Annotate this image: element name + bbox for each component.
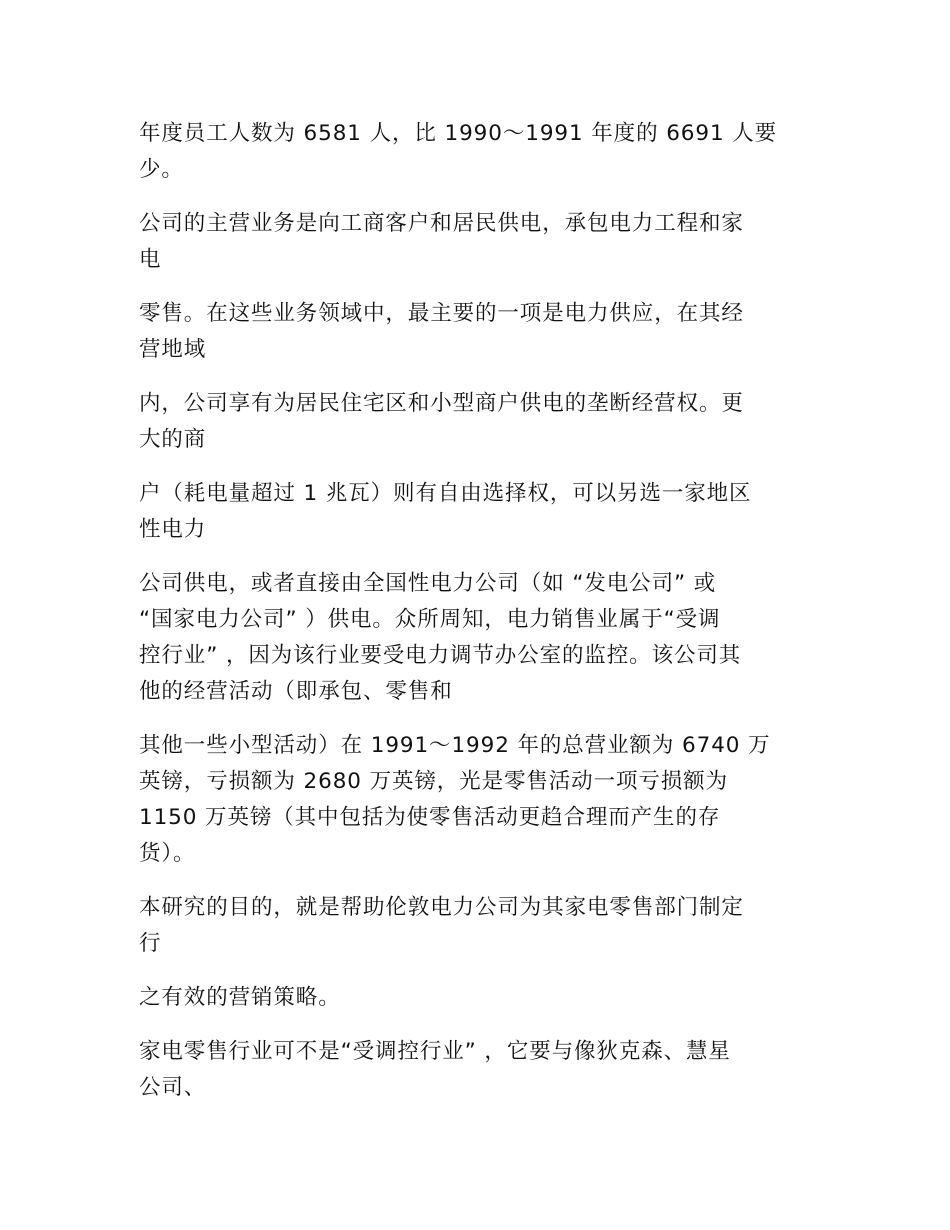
paragraph xyxy=(139,980,811,1016)
text-line: 家电零售行业可不是“受调控行业” ，它要与像狄克森、慧星 xyxy=(139,1039,731,1064)
text-line: 户（耗电量超过 1 兆瓦）则有自由选择权，可以另选一家地区 xyxy=(139,481,752,506)
text-line: 控行业” ，因为该行业要受电力调节办公室的监控。该公司其 xyxy=(139,643,742,668)
text-line: 性电力 xyxy=(139,517,207,542)
paragraph xyxy=(139,890,811,962)
text-line: 营地域 xyxy=(139,337,207,362)
text-line: 公司、 xyxy=(139,1075,207,1100)
text-line: 零售。在这些业务领域中，最主要的一项是电力供应，在其经 xyxy=(139,301,744,326)
paragraph xyxy=(139,566,811,710)
text-line: 本研究的目的，就是帮助伦敦电力公司为其家电零售部门制定 xyxy=(139,895,744,920)
text-line: 其他一些小型活动）在 1991～1992 年的总营业额为 6740 万 xyxy=(139,733,771,758)
text-line: 内，公司享有为居民住宅区和小型商户供电的垄断经营权。更 xyxy=(139,391,744,416)
text-line: 少。 xyxy=(139,157,184,182)
text-line: 公司供电，或者直接由全国性电力公司（如 “发电公司” 或 xyxy=(139,571,717,596)
paragraph xyxy=(139,386,811,458)
paragraph xyxy=(139,476,811,548)
paragraph xyxy=(139,1034,811,1106)
paragraph xyxy=(139,296,811,368)
text-line: 公司的主营业务是向工商客户和居民供电，承包电力工程和家 xyxy=(139,211,744,236)
text-line: 之有效的营销策略。 xyxy=(139,985,341,1010)
paragraph xyxy=(139,728,811,872)
text-line: 英镑，亏损额为 2680 万英镑，光是零售活动一项亏损额为 xyxy=(139,769,728,794)
paragraph xyxy=(139,116,811,188)
text-line: “国家电力公司” ）供电。众所周知，电力销售业属于“受调 xyxy=(139,607,721,632)
text-line: 行 xyxy=(139,931,162,956)
document-body xyxy=(139,116,811,1124)
text-line: 电 xyxy=(139,247,162,272)
text-line: 货）。 xyxy=(139,841,196,866)
paragraph xyxy=(139,206,811,278)
text-line: 1150 万英镑（其中包括为使零售活动更趋合理而产生的存 xyxy=(139,805,721,830)
text-line: 大的商 xyxy=(139,427,207,452)
text-line: 年度员工人数为 6581 人，比 1990～1991 年度的 6691 人要 xyxy=(139,121,778,146)
text-line: 他的经营活动（即承包、零售和 xyxy=(139,679,453,704)
